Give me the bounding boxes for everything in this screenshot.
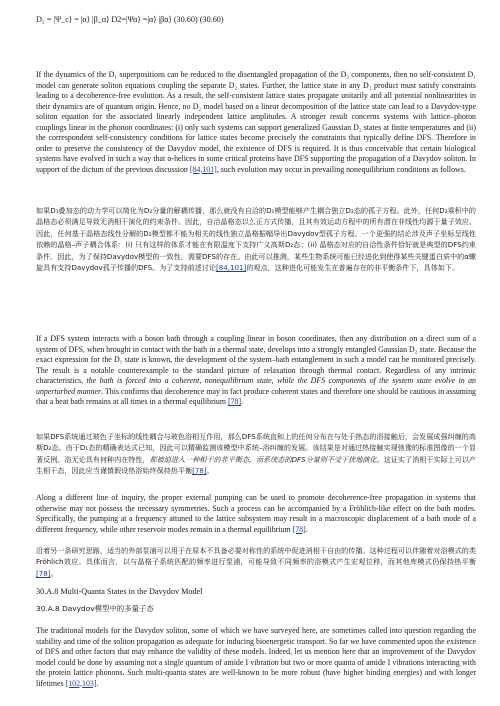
text-run: If the dynamics of the D₁ superpositions can be reduced to the disentangled propagation of the D₂ components, then no self-consistent D₁ model can generate soliton equations coupling the separate D₂ states. Further, the lattice state in any D₂ product must satisfy constraints leading to a decoherence-free evolution. As a result, the self-consistent lattice states propagate unitarily and all potential nonlinearities in their dynamics are of quantum origin. Hence, no D₂ model based on a linear decomposition of the lattice state can lead to a Davydov-type soliton equation for the associated linearly independent lattice amplitudes. A stronger result concerns systems with lattice–photon couplings linear in the phonon coordinates: (i) only such systems can support generalized Gaussian D₂ states at finite temperatures and (ii) the correspondent self-consistency conditions for lattice states become precisely the constraints that typically define DFS. Therefore in order to preserve the consistency of the Davydov model, the existence of DFS is required. It is thus conceivable that certain biological systems have evolved in such a way that α-helices in some critical proteins have DFS supporting the propagation of a Davydov soliton. In support of the dictum of the previous discussion xyxy=(36,70,476,174)
text-run: 如果D₁叠加态的动力学可以简化为D₂分量的解耦传播，那么就没有自洽的D₁模型能够产生耦合独立D₂态的孤子方程。此外，任何D₂乘积中的晶格态必须满足导致无消相干演化的约束条件。因此，自洽晶格态以么正方式传播，且其有效运动方程中的所有潜在非线性均源于量子效应。因此，任何基于晶格态线性分解的D₂模型都不能为相关的线性独立晶格振幅导出Davydov型孤子方程。一个更强的结论涉及声子坐标呈线性依赖的晶格–声子耦合体系：(i) 只有这样的体系才能在有限温度下支持广义高斯D₂态；(ii) 晶格态对应的自洽性条件恰好就是典型的DFS约束条件。因此，为了保持Davydov模型的一致性，需要DFS的存在。由此可以推测，某些生物系统可能已经进化到使得某些关键蛋白质中的α螺旋具有支持Davydov孤子传播的DFS。为了支持前述讨论 xyxy=(36,206,476,273)
citation-link[interactable]: [78] xyxy=(36,568,51,578)
text-run: 沿着另一条研究思路，适当的外部泵浦可以用于在原本不具备必要对称性的系统中促进消相干自由的传播。这种过程可以伴随着对浴模式的类Fröhlich效应。具体而言，以与晶格子系统匹配的频率进行泵浦，可能导致不同频率的浴模式产生宏观位移，而其他库模式仍保持热平衡 xyxy=(36,546,476,567)
text-run: 。 xyxy=(206,466,214,476)
text-run: 。 xyxy=(50,568,58,578)
text-run: Along a different line of inquiry, the proper external pumping can be used to promote decoherence-free propagation in systems that otherwise may not possess the necessary symmetries. Such a process can be accompanied by a Fröhlich-like effect on the bath modes. Specifically, the pumping at a frequency attuned to the lattice subsystem may result in a macroscopic displacement of a bath mode of a different frequency, while other reservoir modes remain in a thermal equilibrium xyxy=(36,493,476,534)
section-heading-en: 30.A.8 Multi-Quanta States in the Davydov Model xyxy=(36,587,203,596)
text-run: If a DFS system interacts with a boson bath through a coupling linear in boson coordinates, then any distribution on a direct sum of a system of DFS, when brought in contact with the bath in a thermal state, develops into a strongly entangled Gaussian D₂ state. Because the exact expression for the D₁ state is known, the development of the system–bath entanglement in such a model can be monitored precisely. The result is a notable counterexample to the standard picture of relaxation through thermal contact. Regardless of any intrinsic characteristics, xyxy=(36,334,476,385)
text-run: 如果DFS系统通过玻色子坐标的线性耦合与玻色浴相互作用，那么DFS系统直和上的任何分布在与处于热态的浴接触后，会发展成强纠缠的高斯D₂态。由于D₁态的精确表达式已知，因此可以精确监测该模型中系统–浴纠缠的发展。该结果是对通过热接触实现弛豫的标准图像的一个显著反例。浴无论具有何种内在特性， xyxy=(36,432,476,464)
citation-link[interactable]: [84,101] xyxy=(215,263,247,273)
text-run: 。这证实了消相干实际上可以产生相干态，因此应当谨慎假设热浴始终保持热平衡 xyxy=(36,454,477,476)
equation-text: D₂ = |Ψ_c⟩ = |α⟩ |β_α⟩ D2=|Ψα⟩ =|α⟩ |βα⟩ (30.60) (30.60) xyxy=(36,15,224,24)
paragraph-en-2 xyxy=(36,334,476,408)
equation-line xyxy=(36,14,476,26)
text-run: The traditional models for the Davydov soliton, some of which we have surveyed here, are sometimes called into question regarding the stability and time of the soliton propagation as adequate for inducing bioenergetic transport. So far we have commented upon the existence of DFS and other factors that may enhance the validity of these models. Indeed, let us mention here that an improvement of the Davydov model could be done by assuming not a single quantum of amide I vibration but two or more quanta of amide I vibrations interacting with the protein lattice phonons. Such multi-quanta states are well-known to be more robust (have higher binding energies) and with longer lifetimes xyxy=(36,626,476,688)
text-run: , such evolution may occur in prevailing nonequilibrium conditions as follows. xyxy=(216,164,466,174)
citation-link[interactable]: [84,101] xyxy=(189,164,217,174)
paragraph-en-3 xyxy=(36,493,476,535)
citation-link[interactable]: [78] xyxy=(227,397,242,406)
text-run: . This confirms that decoherence may in fact produce coherent states and therefore one should be cautious in assuming that a heat bath remains at all times in a thermal equilibrium xyxy=(36,386,476,406)
text-run: . xyxy=(96,678,99,688)
paragraph-en-1 xyxy=(36,70,476,175)
citation-link[interactable]: [102,103] xyxy=(65,678,97,688)
text-run: . xyxy=(305,524,308,534)
citation-link[interactable]: [78] xyxy=(192,466,207,476)
paragraph-zh-2 xyxy=(36,431,476,477)
emphasized-text: 都被迫进入一种相干的非平衡态，而系统态的DFS分量则不受干扰地演化 xyxy=(149,454,377,464)
paragraph-zh-3 xyxy=(36,545,476,579)
citation-link[interactable]: [78] xyxy=(292,524,306,534)
paragraph-zh-1 xyxy=(36,205,476,273)
text-run: 的观点，这种进化可能发生在普遍存在的非平衡条件下，具体如下。 xyxy=(246,263,460,273)
section-heading-zh: 30.A.8 Davydov模型中的多量子态 xyxy=(36,604,154,613)
paragraph-en-final xyxy=(36,626,476,689)
emphasized-text: the bath is forced into a coherent, nonequilibrium state, while the DFS components of the system state evolve in an unperturbed manner xyxy=(36,376,476,396)
text-run: . xyxy=(241,397,244,406)
